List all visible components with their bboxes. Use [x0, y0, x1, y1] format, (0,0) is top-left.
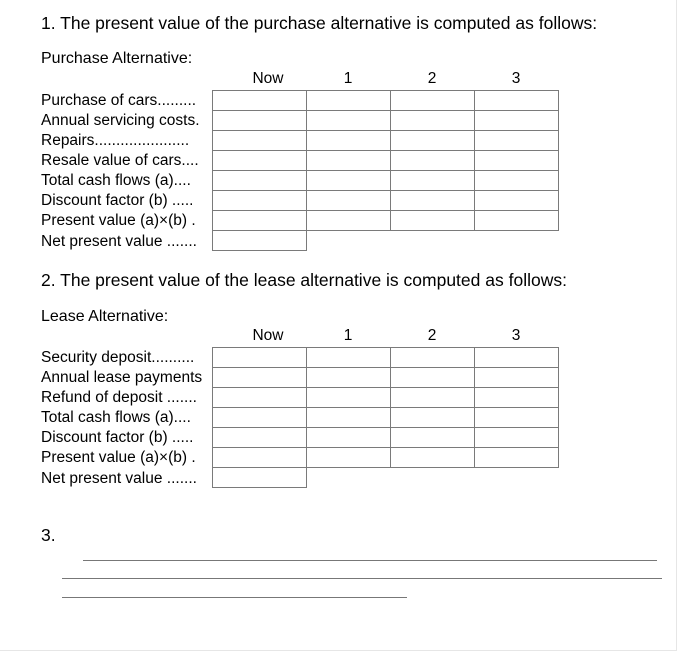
grid-cell[interactable]	[475, 348, 559, 368]
grid-cell[interactable]	[391, 91, 475, 111]
grid-cell[interactable]	[213, 131, 307, 151]
grid-cell[interactable]	[307, 151, 391, 171]
q1-col-now: Now	[252, 70, 284, 87]
grid-cell[interactable]	[213, 191, 307, 211]
q1-row-label: Total cash flows (a)....	[41, 172, 191, 189]
grid-cell[interactable]	[475, 151, 559, 171]
grid-cell[interactable]	[213, 428, 307, 448]
grid-cell[interactable]	[475, 448, 559, 468]
q2-npv-cell[interactable]	[212, 467, 307, 488]
grid-cell[interactable]	[391, 388, 475, 408]
grid-cell[interactable]	[213, 111, 307, 131]
q2-row-label: Net present value .......	[41, 470, 197, 487]
grid-cell[interactable]	[391, 131, 475, 151]
q2-row-label: Refund of deposit .......	[41, 389, 197, 406]
grid-cell[interactable]	[391, 171, 475, 191]
table-row	[213, 408, 559, 428]
grid-cell[interactable]	[475, 408, 559, 428]
grid-cell[interactable]	[213, 348, 307, 368]
table-row	[213, 151, 559, 171]
q1-row-label: Net present value .......	[41, 233, 197, 250]
q1-row-label: Present value (a)×(b) .	[41, 212, 196, 229]
grid-cell[interactable]	[213, 211, 307, 231]
q2-row-label: Discount factor (b) .....	[41, 429, 194, 446]
grid-cell[interactable]	[475, 91, 559, 111]
q1-row-label: Purchase of cars.........	[41, 92, 197, 109]
q1-npv-cell[interactable]	[212, 230, 307, 251]
grid-cell[interactable]	[475, 171, 559, 191]
grid-cell[interactable]	[213, 448, 307, 468]
grid-cell[interactable]	[475, 428, 559, 448]
q1-grid	[212, 90, 559, 231]
q2-col-now: Now	[252, 327, 284, 344]
grid-cell[interactable]	[475, 191, 559, 211]
grid-cell[interactable]	[391, 191, 475, 211]
table-row	[213, 171, 559, 191]
grid-cell[interactable]	[307, 408, 391, 428]
grid-cell[interactable]	[475, 368, 559, 388]
grid-cell[interactable]	[307, 171, 391, 191]
table-row	[213, 211, 559, 231]
grid-cell[interactable]	[213, 151, 307, 171]
q2-row-label: Security deposit..........	[41, 349, 195, 366]
grid-cell[interactable]	[475, 111, 559, 131]
grid-cell[interactable]	[391, 448, 475, 468]
grid-cell[interactable]	[213, 368, 307, 388]
q2-subtitle: Lease Alternative:	[41, 308, 169, 325]
table-row	[213, 428, 559, 448]
table-row	[213, 111, 559, 131]
answer-line[interactable]	[62, 597, 407, 598]
grid-cell[interactable]	[307, 368, 391, 388]
q2-row-label: Annual lease payments	[41, 369, 203, 386]
grid-cell[interactable]	[307, 131, 391, 151]
q1-heading: 1. The present value of the purchase alternative is computed as follows:	[41, 13, 598, 33]
grid-cell[interactable]	[213, 171, 307, 191]
grid-cell[interactable]	[391, 151, 475, 171]
table-row	[213, 348, 559, 368]
grid-cell[interactable]	[213, 91, 307, 111]
q2-row-label: Total cash flows (a)....	[41, 409, 191, 426]
q1-col-3: 3	[511, 70, 521, 87]
q2-row-label: Present value (a)×(b) .	[41, 449, 196, 466]
q3-label: 3.	[41, 525, 56, 545]
table-row	[213, 368, 559, 388]
table-row	[213, 91, 559, 111]
q2-grid	[212, 347, 559, 468]
grid-cell[interactable]	[307, 91, 391, 111]
grid-cell[interactable]	[475, 388, 559, 408]
q2-col-3: 3	[511, 327, 521, 344]
q1-subtitle: Purchase Alternative:	[41, 50, 193, 67]
grid-cell[interactable]	[307, 428, 391, 448]
grid-cell[interactable]	[307, 448, 391, 468]
grid-cell[interactable]	[213, 388, 307, 408]
table-row	[213, 448, 559, 468]
grid-cell[interactable]	[307, 211, 391, 231]
q1-row-label: Discount factor (b) .....	[41, 192, 194, 209]
table-row	[213, 191, 559, 211]
grid-cell[interactable]	[307, 111, 391, 131]
grid-cell[interactable]	[391, 111, 475, 131]
q1-row-label: Annual servicing costs.	[41, 112, 200, 129]
q1-col-2: 2	[427, 70, 437, 87]
answer-line[interactable]	[83, 560, 657, 561]
table-row	[213, 388, 559, 408]
q1-row-label: Repairs......................	[41, 132, 190, 149]
q1-row-label: Resale value of cars....	[41, 152, 199, 169]
grid-cell[interactable]	[391, 211, 475, 231]
grid-cell[interactable]	[307, 191, 391, 211]
grid-cell[interactable]	[307, 388, 391, 408]
q2-heading: 2. The present value of the lease alternative is computed as follows:	[41, 270, 567, 290]
grid-cell[interactable]	[391, 408, 475, 428]
answer-line[interactable]	[62, 578, 662, 579]
grid-cell[interactable]	[391, 348, 475, 368]
table-row	[213, 131, 559, 151]
grid-cell[interactable]	[391, 368, 475, 388]
grid-cell[interactable]	[307, 348, 391, 368]
grid-cell[interactable]	[213, 408, 307, 428]
grid-cell[interactable]	[475, 131, 559, 151]
grid-cell[interactable]	[391, 428, 475, 448]
q1-col-1: 1	[343, 70, 353, 87]
q2-col-2: 2	[427, 327, 437, 344]
grid-cell[interactable]	[475, 211, 559, 231]
q2-col-1: 1	[343, 327, 353, 344]
